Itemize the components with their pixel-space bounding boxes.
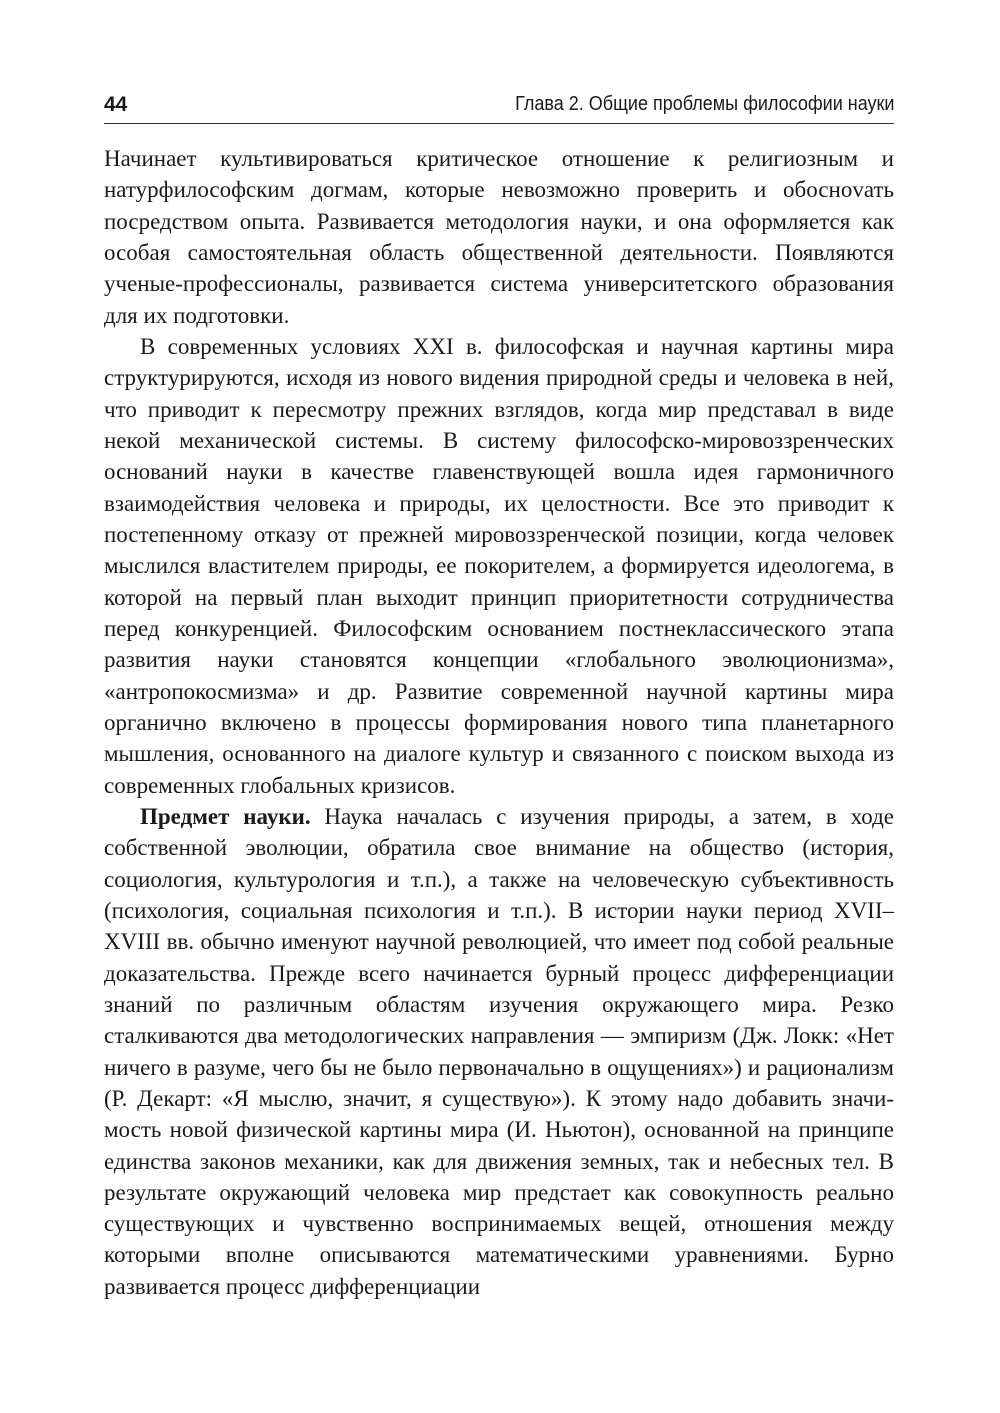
paragraph-1: Начинает культивироваться критическое отношение к религиозным и натурфилософским догмам, которые невозможно проверить и обосноvать посредством опыта. Развивается методология науки, и она оформляется как особая самостоятельная область общественной деятельности. Появляются ученые-профессионалы, развивается система университетского образования для их подготовки. (104, 146, 894, 328)
paragraph-3-text: Наука началась с изучения природы, а затем, в ходе собственной эволюции, обратила свое внимание на общество (история, социология, культурология и т.п.), а также на человеческую субъективность (психология, социальная психология и т.п.). В истории науки период XVII–XVIII вв. обычно именуют научной революцией, что имеет под собой реальные доказательства. Прежде всего начинается бурный процесс дифференциации знаний по различным областям изучения окружающего мира. Резко сталкиваются два методологических направления — эмпиризм (Дж. Локк: «Нет ничего в разуме, чего бы не было первоначально в ощущениях») и рационализм (Р. Декарт: «Я мыслю, значит, я существую»). К этому надо добавить значимость новой физической картины мира (И. Ньютон), основанной на принципе единства законов механики, как для движения земных, так и небесных тел. В результате окружающий человека мир предстает как совокупность реально существующих и чувственно воспринимаемых вещей, отношения между которыми вполне описываются математическими уравнениями. Бурно развивается процесс дифференциации (104, 803, 894, 1299)
paragraph-3 (104, 801, 894, 1302)
page-header (104, 93, 894, 124)
body-text (104, 143, 894, 1302)
paragraph-2: В современных условиях XXI в. философская и научная картины мира структурируются, исходя из нового видения природной среды и человека в ней, что приводит к пересмотру прежних взглядов, когда мир представал в виде некой механической системы. В систему философско-мировоззренческих оснований науки в качестве главенствующей вошла идея гармоничного взаимодействия человека и природы, их целостности. Все это приводит к постепенному отказу от прежней мировоззренческой позиции, когда человек мыслился властителем природы, ее покорителем, а формируется идеологема, в которой на первый план выходит принцип приоритетности сотрудничества перед конкуренцией. Философским основанием постнеклассического этапа развития науки становятся концепции «глобального эволюционизма», «антропокосмизма» и др. Развитие современной научной картины мира органично включено в процессы формирования нового типа планетарного мышления, основанного на диалоге культур и связанного с поиском выхода из современных глобальных кризисов. (104, 333, 894, 798)
paragraph-lead-heading: Предмет науки. (140, 803, 311, 829)
page-number: 44 (104, 93, 128, 116)
running-title: Глава 2. Общие проблемы философии науки (514, 93, 894, 115)
